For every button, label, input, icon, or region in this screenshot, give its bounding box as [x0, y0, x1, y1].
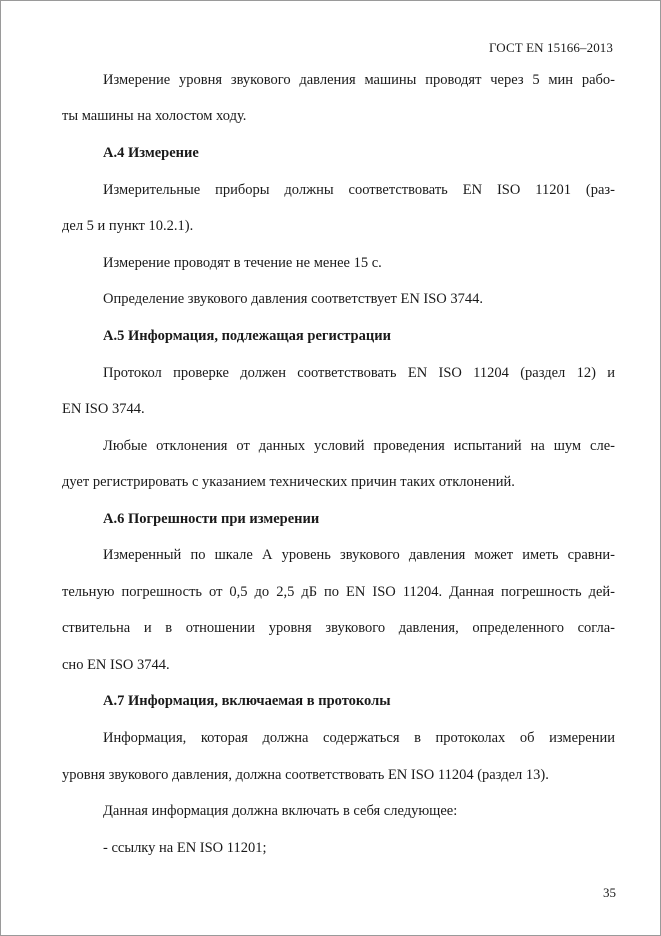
section-heading-a7: А.7 Информация, включаемая в протоколы: [103, 693, 391, 709]
paragraph-line: сно EN ISO 3744.: [62, 657, 170, 673]
section-heading-a6: А.6 Погрешности при измерении: [103, 511, 320, 527]
paragraph-line: дел 5 и пункт 10.2.1).: [62, 218, 194, 234]
paragraph-line: ствительна и в отношении уровня звукового давления, определенного согла-: [62, 620, 615, 636]
paragraph-line: тельную погрешность от 0,5 до 2,5 дБ по EN ISO 11204. Данная погрешность дей-: [62, 584, 615, 600]
paragraph-line: Данная информация должна включать в себя следующее:: [103, 803, 458, 819]
paragraph-line: Измеренный по шкале А уровень звукового давления может иметь сравни-: [103, 547, 615, 563]
paragraph-line: ты машины на холостом ходу.: [62, 108, 247, 124]
paragraph-line: Измерительные приборы должны соответствовать EN ISO 11201 (раз-: [103, 182, 615, 198]
list-item: - ссылку на EN ISO 11201;: [103, 840, 267, 856]
paragraph-line: уровня звукового давления, должна соответствовать EN ISO 11204 (раздел 13).: [62, 767, 549, 783]
paragraph-line: Определение звукового давления соответствует EN ISO 3744.: [103, 291, 484, 307]
document-header: ГОСТ EN 15166–2013: [489, 40, 613, 55]
paragraph-line: Информация, которая должна содержаться в протоколах об измерении: [103, 730, 615, 746]
section-heading-a5: А.5 Информация, подлежащая регистрации: [103, 328, 391, 344]
page-number: 35: [603, 885, 616, 900]
paragraph-line: Измерение уровня звукового давления машины проводят через 5 мин рабо-: [103, 72, 615, 88]
paragraph-line: Протокол проверке должен соответствовать EN ISO 11204 (раздел 12) и: [103, 365, 615, 381]
paragraph-line: EN ISO 3744.: [62, 401, 145, 417]
paragraph-line: Измерение проводят в течение не менее 15 с.: [103, 255, 382, 271]
paragraph-line: Любые отклонения от данных условий проведения испытаний на шум сле-: [103, 438, 615, 454]
paragraph-line: дует регистрировать с указанием технических причин таких отклонений.: [62, 474, 515, 490]
section-heading-a4: А.4 Измерение: [103, 145, 199, 161]
